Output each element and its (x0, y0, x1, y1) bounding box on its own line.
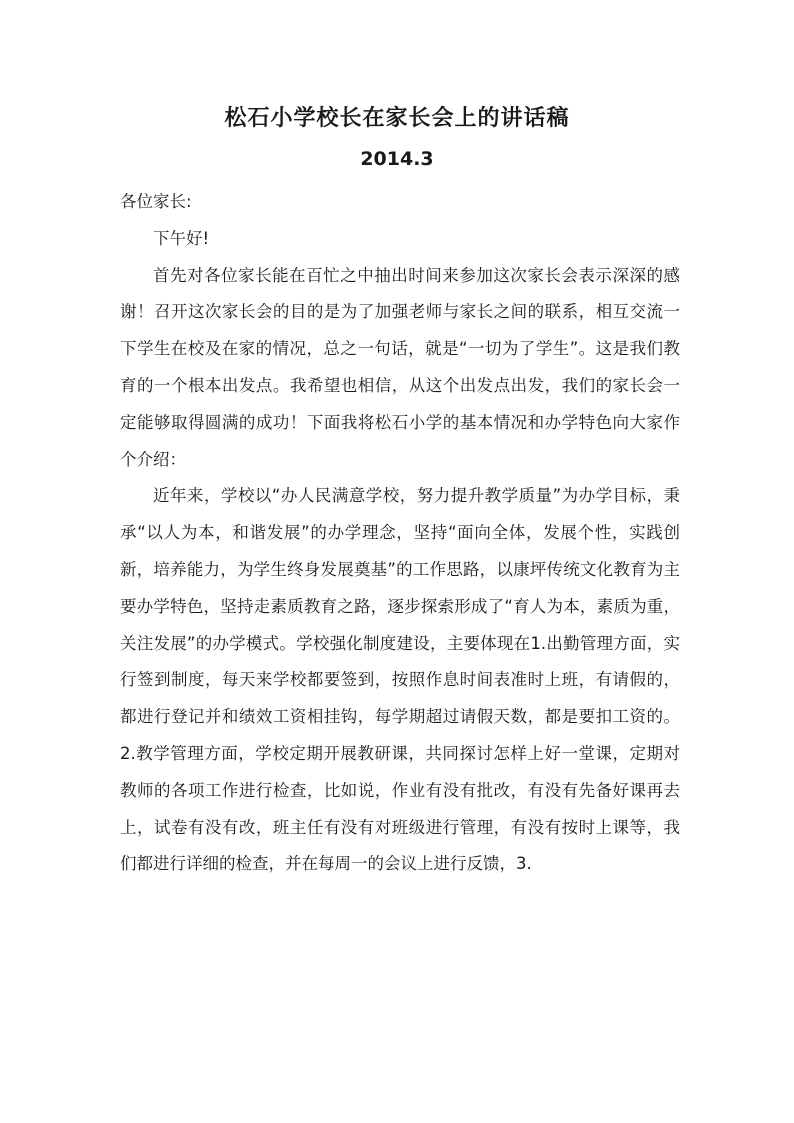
document-body (120, 184, 680, 883)
document-date: 2014.3 (360, 148, 434, 170)
document-title: 松石小学校长在家长会上的讲话稿 (224, 105, 570, 131)
paragraph-intro: 首先对各位家长能在百忙之中抽出时间来参加这次家长会表示深深的感谢！召开这次家长会的目的是为了加强老师与家长之间的联系，相互交流一下学生在校及在家的情况，总之一句话，就是“一切为了学生”。这是我们教育的一个根本出发点。我希望也相信，从这个出发点出发，我们的家长会一定能够取得圆满的成功！下面我将松石小学的基本情况和办学特色向大家作个介绍： (120, 265, 680, 469)
greeting: 下午好! (153, 228, 210, 248)
paragraph-school-overview: 近年来，学校以“办人民满意学校，努力提升教学质量”为办学目标，秉承“以人为本，和谐发展”的办学理念，坚持“面向全体，发展个性，实践创新，培养能力，为学生终身发展奠基”的工作思路，以康坪传统文化教育为主要办学特色，坚持走素质教育之路，逐步探索形成了“育人为本，素质为重，关注发展”的办学模式。学校强化制度建设，主要体现在1.出勤管理方面，实行签到制度，每天来学校都要签到，按照作息时间表准时上班，有请假的，都进行登记并和绩效工资相挂钩，每学期超过请假天数，都是要扣工资的。2.教学管理方面，学校定期开展教研课，共同探讨怎样上好一堂课，定期对教师的各项工作进行检查，比如说，作业有没有批改，有没有先备好课再去上，试卷有没有改，班主任有没有对班级进行管理，有没有按时上课等，我们都进行详细的检查，并在每周一的会议上进行反馈，3. (120, 486, 680, 874)
salutation: 各位家长: (120, 192, 192, 211)
